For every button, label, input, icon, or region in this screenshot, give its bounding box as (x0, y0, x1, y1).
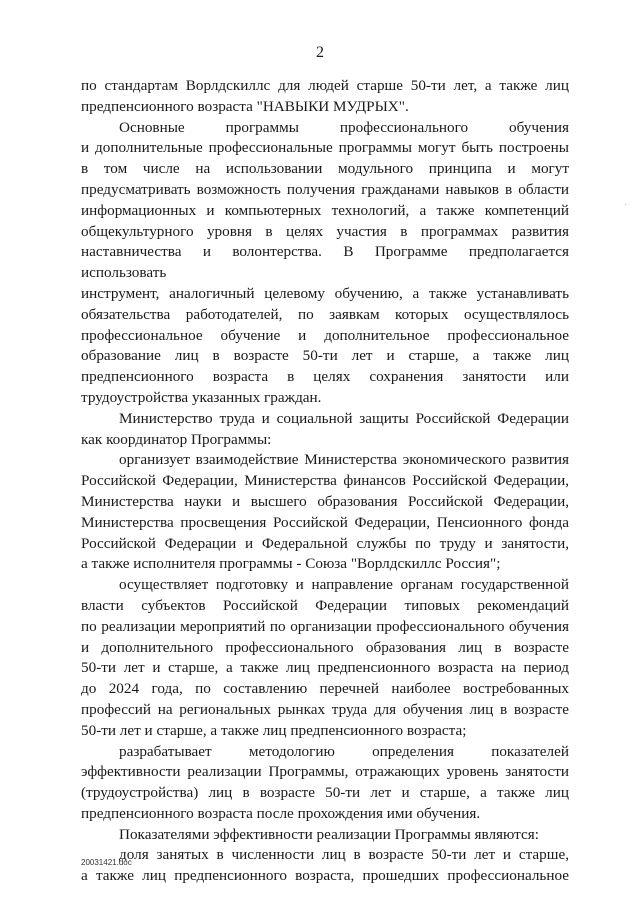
text-line: профессий на региональных рынках труда для обучения лиц в возрасте (81, 700, 569, 718)
text-line: Показателями эффективности реализации Программы являются: (119, 825, 539, 843)
text-line: обязательства работодателей, по заявкам которых осуществлялось (81, 305, 569, 323)
text-line: разрабатывает методологию определения показателей (119, 742, 569, 760)
paragraph (81, 76, 569, 118)
paragraph (81, 845, 569, 887)
text-line: Министерство труда и социальной защиты Российской Федерации (119, 409, 569, 427)
text-line: Министерства просвещения Российской Федерации, Пенсионного фонда (81, 513, 569, 531)
text-line: (трудоустройства) лиц в возрасте 50-ти лет и старше, а также лиц (81, 784, 569, 802)
text-line: в том числе на использовании модульного принципа и могут (81, 160, 569, 178)
paragraph (81, 825, 569, 846)
paragraph (81, 450, 569, 575)
text-line: как координатор Программы: (81, 430, 272, 448)
text-line: предпенсионного возраста "НАВЫКИ МУДРЫХ". (81, 97, 409, 115)
text-line: осуществляет подготовку и направление органам государственной (119, 576, 569, 594)
document-body (81, 76, 569, 887)
text-line: Министерства науки и высшего образования Российской Федерации, (81, 492, 569, 510)
text-line: предусматривать возможность получения гражданами навыков в области (81, 180, 569, 198)
text-line: и дополнительного профессионального образования лиц в возрасте (81, 638, 569, 656)
text-line: Российской Федерации и Федеральной службы по труду и занятости, (81, 534, 569, 552)
text-line: доля занятых в численности лиц в возрасте 50-ти лет и старше, (119, 846, 569, 864)
text-line: по реализации мероприятий по организации профессионального обучения (81, 617, 569, 635)
paragraph (81, 575, 569, 741)
text-line: организует взаимодействие Министерства экономического развития (119, 451, 569, 469)
paragraph (81, 742, 569, 825)
text-line: 50-ти лет и старше, а также лиц предпенсионного возраста; (81, 721, 467, 739)
text-line: власти субъектов Российской Федерации типовых рекомендаций (81, 596, 569, 614)
text-line: и дополнительные профессиональные программы могут быть построены (81, 139, 569, 157)
text-line: а также лиц предпенсионного возраста, прошедших профессиональное (81, 867, 569, 885)
text-line: эффективности реализации Программы, отражающих уровень занятости (81, 763, 569, 781)
page-number: 2 (316, 44, 324, 61)
paragraph (81, 409, 569, 451)
text-line: трудоустройства указанных граждан. (81, 388, 322, 406)
text-line: до 2024 года, по составлению перечней наиболее востребованных (81, 680, 569, 698)
paragraph (81, 118, 569, 409)
text-line: а также исполнителя программы - Союза "Ворлдскиллс Россия"; (81, 555, 501, 573)
text-line: общекультурного уровня в целях участия в программах развития (81, 222, 569, 240)
text-line: наставничества и волонтерства. В Программе предполагается использовать (81, 243, 569, 282)
text-line: 50-ти лет и старше, а также лиц предпенсионного возраста на период (81, 659, 569, 677)
text-line: информационных и компьютерных технологий, а также компетенций (81, 201, 569, 219)
text-line: инструмент, аналогичный целевому обучению, а также устанавливать (81, 284, 569, 302)
text-line: предпенсионного возраста в целях сохранения занятости или (81, 368, 569, 386)
footer-file-code: 20031421.doc (81, 858, 132, 867)
text-line: Российской Федерации, Министерства финансов Российской Федерации, (81, 472, 569, 490)
text-line: предпенсионного возраста после прохождения ими обучения. (81, 804, 481, 822)
text-line: образование лиц в возрасте 50-ти лет и старше, а также лиц (81, 347, 569, 365)
text-line: Основные программы профессионального обучения (119, 118, 569, 136)
text-line: по стандартам Ворлдскиллс для людей старше 50-ти лет, а также лиц (81, 77, 569, 94)
text-line: профессиональное обучение и дополнительное профессиональное (81, 326, 569, 344)
margin-mark: · (624, 200, 627, 209)
